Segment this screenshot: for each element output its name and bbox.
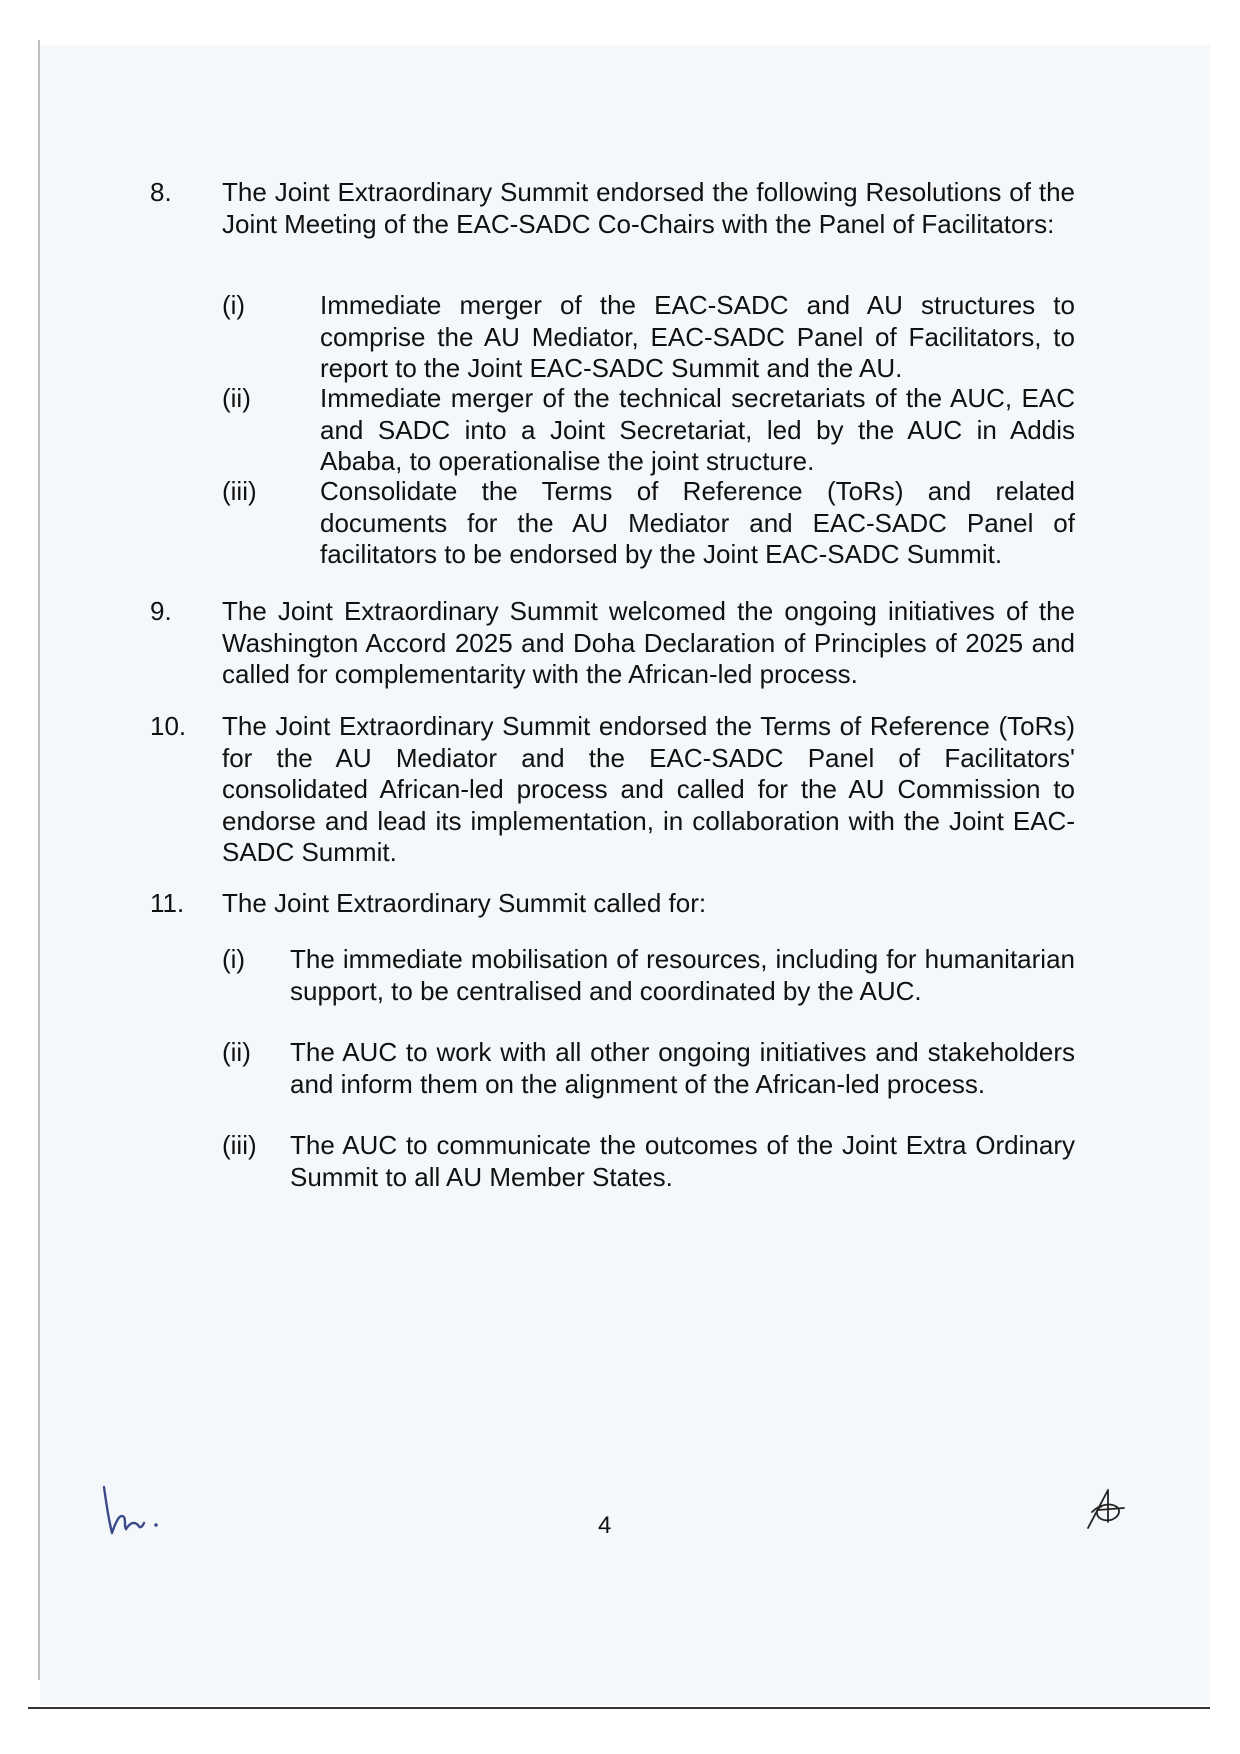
paragraph-text: The Joint Extraordinary Summit endorsed the Terms of Reference (ToRs) for the AU Mediator and the EAC-SADC Panel of Facilitators' consolidated African-led process and called for the AU Commission to endorse and lead its implementation, in collaboration with the Joint EAC-SADC Summit. — [222, 711, 1075, 867]
initials-right-signature — [1078, 1486, 1128, 1532]
page-number: 4 — [598, 1512, 612, 1539]
paragraph-11-subitem-ii — [150, 1037, 1075, 1100]
paragraph-text: The Joint Extraordinary Summit called for: — [222, 888, 707, 918]
paragraph-number: 10. — [150, 711, 187, 741]
subitem-number: (ii) — [222, 1037, 251, 1067]
paragraph-11-subitem-i — [150, 944, 1075, 1007]
paragraph-10 — [150, 711, 1075, 869]
subitem-text: Consolidate the Terms of Reference (ToRs) and related documents for the AU Mediator and EAC-SADC Panel of facilitators to be endorsed by the Joint EAC-SADC Summit. — [320, 476, 1075, 569]
paragraph-text: The Joint Extraordinary Summit welcomed the ongoing initiatives of the Washington Accord 2025 and Doha Declaration of Principles of 2025 and called for complementarity with the African-led process. — [222, 596, 1075, 689]
subitem-number: (iii) — [222, 1130, 257, 1160]
paragraph-text: The Joint Extraordinary Summit endorsed the following Resolutions of the Joint Meeting of the EAC-SADC Co-Chairs with the Panel of Facilitators: — [222, 177, 1075, 239]
paragraph-8-subitem-i — [150, 290, 1075, 385]
paragraph-number: 11. — [150, 888, 185, 918]
subitem-number: (iii) — [222, 476, 257, 506]
initials-left-signature — [98, 1483, 168, 1539]
paragraph-11 — [150, 888, 1075, 920]
paragraph-8 — [150, 177, 1075, 240]
paragraph-number: 9. — [150, 596, 172, 626]
paragraph-11-subitem-iii — [150, 1130, 1075, 1193]
subitem-text: Immediate merger of the technical secretariats of the AUC, EAC and SADC into a Joint Secretariat, led by the AUC in Addis Ababa, to operationalise the joint structure. — [320, 383, 1075, 476]
subitem-number: (i) — [222, 944, 246, 974]
paragraph-number: 8. — [150, 177, 172, 207]
subitem-text: The immediate mobilisation of resources, including for humanitarian support, to be centralised and coordinated by the AUC. — [290, 944, 1075, 1006]
paragraph-9 — [150, 596, 1075, 691]
subitem-text: The AUC to communicate the outcomes of the Joint Extra Ordinary Summit to all AU Member States. — [290, 1130, 1075, 1192]
paragraph-8-subitem-iii — [150, 476, 1075, 571]
subitem-text: Immediate merger of the EAC-SADC and AU structures to comprise the AU Mediator, EAC-SADC Panel of Facilitators, to report to the Joint EAC-SADC Summit and the AU. — [320, 290, 1075, 383]
subitem-number: (ii) — [222, 383, 251, 413]
subitem-text: The AUC to work with all other ongoing initiatives and stakeholders and inform them on the alignment of the African-led process. — [290, 1037, 1075, 1099]
subitem-number: (i) — [222, 290, 246, 320]
paragraph-8-subitem-ii — [150, 383, 1075, 478]
